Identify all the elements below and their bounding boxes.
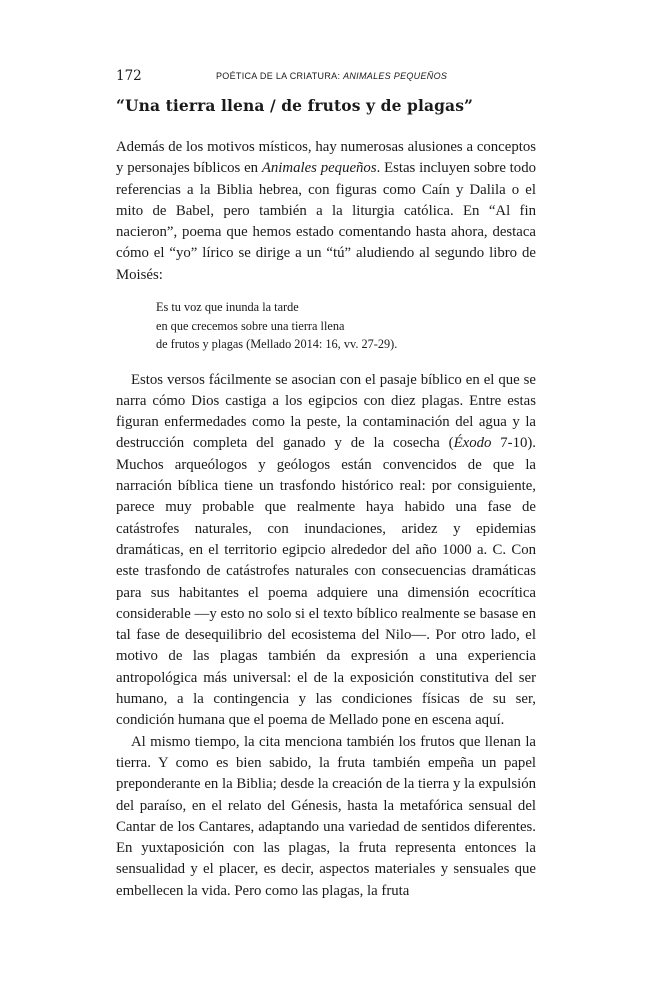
- page-number: 172: [116, 68, 142, 84]
- paragraph-3: [116, 732, 536, 902]
- paragraph-2-text-a: Estos versos fácilmente se asocian con el pasaje bíblico en el que se narra cómo Dios castiga a los egipcios con diez plagas. Entre estas figuran enfermedades como la peste, la contaminación del agua y la destrucción completa del ganado y de la cosecha (: [116, 371, 536, 452]
- paragraph-2: [116, 370, 536, 732]
- verse-quote: [156, 298, 536, 354]
- book-title-italic: Animales pequeños: [261, 160, 377, 177]
- paragraph-1-text-b: . Estas incluyen sobre todo referencias a la Biblia hebrea, con figuras como Caín y Dalila o el mito de Babel, pero también a la liturgia católica. En “Al fin nacieron”, poema que hemos estado comentando hasta ahora, destaca cómo el “yo” lírico se dirige a un “tú” aludiendo al segundo libro de Moisés:: [116, 160, 536, 283]
- running-title-italic: ANIMALES PEQUEÑOS: [343, 71, 448, 81]
- paragraph-1: [116, 137, 536, 286]
- running-title: [216, 71, 447, 81]
- paragraph-3-text: Al mismo tiempo, la cita menciona también los frutos que llenan la tierra. Y como es bien sabido, la fruta también empeña un papel preponderante en la Biblia; desde la creación de la tierra y la expulsión del paraíso, en el relato del Génesis, hasta la metafórica sensual del Cantar de los Cantares, adaptando una variedad de sentidos diferentes. En yuxtaposición con las plagas, la fruta representa entonces la sensualidad y el placer, es decir, aspectos materiales y sensuales que embellecen la vida. Pero como las plagas, la fruta: [116, 733, 536, 899]
- verse-line-3: de frutos y plagas (Mellado 2014: 16, vv. 27-29).: [156, 337, 398, 352]
- paragraph-2-text-b: 7-10). Muchos arqueólogos y geólogos están convencidos de que la narración bíblica tiene un trasfondo histórico real: por consiguiente, parece muy probable que realmente haya habido una fase de catástrofes naturales, con inundaciones, aridez y epidemias dramáticas, en el territorio egipcio alrededor del año 1000 a. C. Con este trasfondo de catástrofes naturales con consecuencias dramáticas para sus habitantes el poema adquiere una dimensión ecocrítica considerable —y esto no solo si el texto bíblico realmente se basase en tal fase de desequilibrio del ecosistema del Nilo—. Por otro lado, el motivo de las plagas también da expresión a una experiencia antropológica más universal: el de la exposición constitutiva del ser humano, a la contingencia y las condiciones físicas de su ser, condición humana que el poema de Mellado pone en escena aquí.: [116, 435, 536, 729]
- paragraph-1-text-a: Además de los motivos místicos, hay numerosas alusiones a conceptos y personajes bíblicos en: [116, 139, 536, 177]
- verse-line-1: Es tu voz que inunda la tarde: [156, 300, 299, 315]
- exodus-italic: Éxodo: [453, 435, 492, 452]
- verse-line-2: en que crecemos sobre una tierra llena: [156, 318, 345, 333]
- running-header: [116, 66, 536, 86]
- running-title-main: POÉTICA DE LA CRIATURA:: [216, 71, 344, 81]
- section-title: “Una tierra llena / de frutos y de plagas”: [116, 96, 474, 115]
- book-page: [116, 66, 536, 902]
